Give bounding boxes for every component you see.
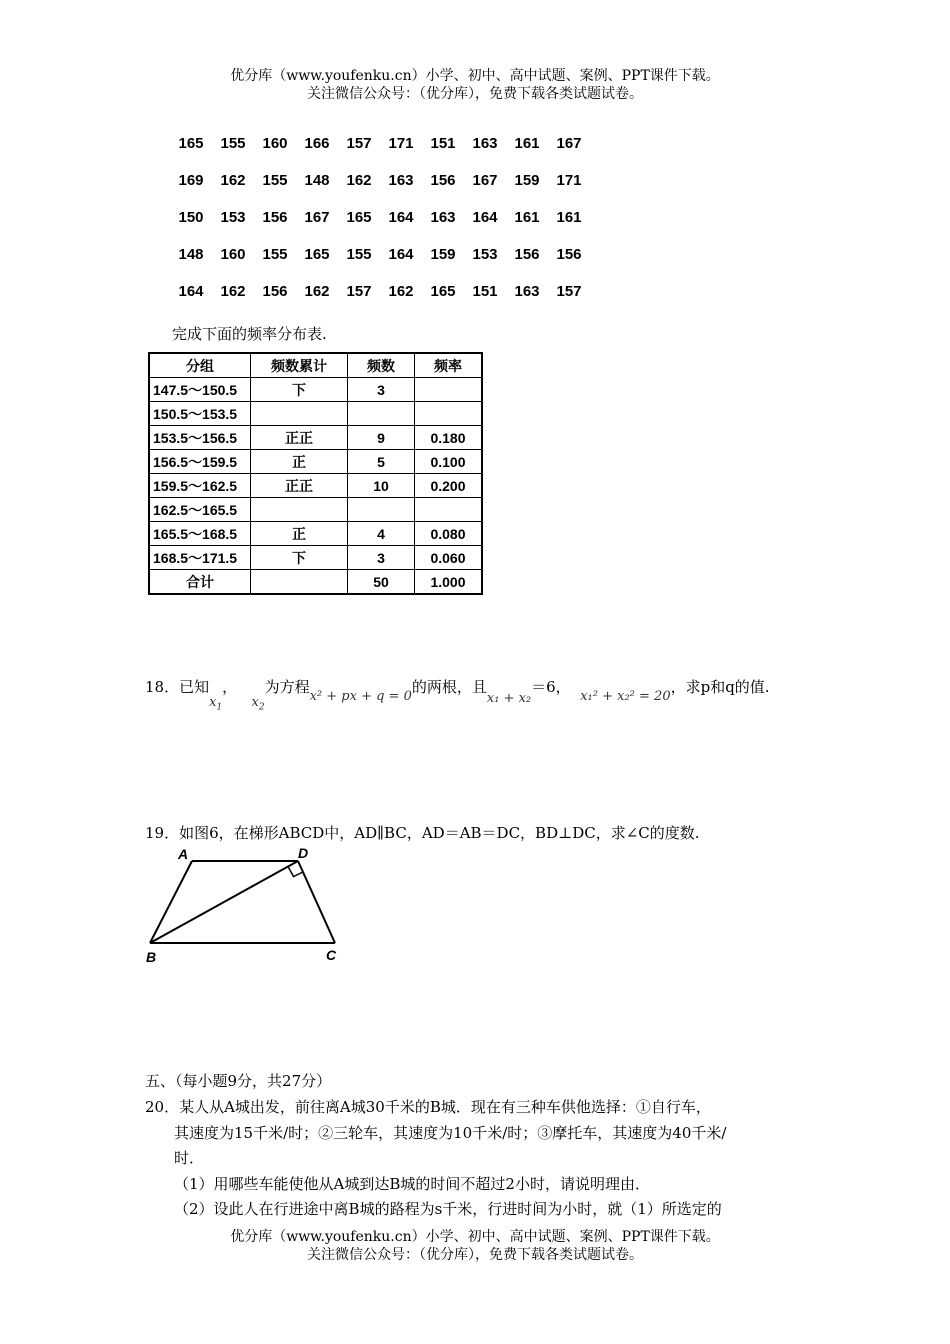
cell-frequency: 0.200 bbox=[415, 474, 483, 498]
table-row bbox=[149, 474, 482, 498]
data-cell: 162 bbox=[346, 172, 372, 189]
data-cell: 167 bbox=[304, 209, 330, 226]
data-cell: 156 bbox=[556, 246, 582, 263]
cell-count: 3 bbox=[348, 546, 415, 570]
table-row bbox=[149, 378, 482, 402]
header-frequency: 频率 bbox=[415, 353, 483, 378]
cell-frequency bbox=[415, 378, 483, 402]
data-cell: 161 bbox=[514, 135, 540, 152]
q20-line-1: 20．某人从A城出发，前往离A城30千米的B城．现在有三种车供他选择：①自行车， bbox=[145, 1098, 711, 1116]
data-cell: 164 bbox=[388, 246, 414, 263]
data-cell: 155 bbox=[346, 246, 372, 263]
cell-count: 5 bbox=[348, 450, 415, 474]
data-cell: 157 bbox=[346, 135, 372, 152]
cell-group: 150.5～153.5 bbox=[149, 402, 251, 426]
q20-line-2: 其速度为15千米/时；②三轮车，其速度为10千米/时；③摩托车，其速度为40千米/ bbox=[174, 1124, 727, 1142]
label-b: B bbox=[146, 949, 157, 965]
cell-group: 165.5～168.5 bbox=[149, 522, 251, 546]
cell-group: 147.5～150.5 bbox=[149, 378, 251, 402]
data-cell: 148 bbox=[304, 172, 330, 189]
data-cell: 164 bbox=[388, 209, 414, 226]
data-cell: 160 bbox=[220, 246, 246, 263]
data-cell: 153 bbox=[472, 246, 498, 263]
cell-frequency bbox=[415, 498, 483, 522]
data-cell: 163 bbox=[472, 135, 498, 152]
data-row bbox=[170, 236, 590, 273]
data-cell: 163 bbox=[388, 172, 414, 189]
data-cell: 167 bbox=[472, 172, 498, 189]
cell-total-label: 合计 bbox=[149, 570, 251, 595]
header-group: 分组 bbox=[149, 353, 251, 378]
q18-x2: $x_2$ bbox=[251, 695, 265, 713]
frequency-table bbox=[148, 352, 483, 595]
table-row bbox=[149, 402, 482, 426]
cell-frequency: 0.080 bbox=[415, 522, 483, 546]
data-cell: 155 bbox=[220, 135, 246, 152]
cell-count: 50 bbox=[348, 570, 415, 595]
data-cell: 165 bbox=[346, 209, 372, 226]
data-row bbox=[170, 273, 590, 310]
data-row bbox=[170, 125, 590, 162]
cell-tally: 正 bbox=[251, 450, 348, 474]
data-cell: 165 bbox=[304, 246, 330, 263]
cell-count: 4 bbox=[348, 522, 415, 546]
cell-frequency: 0.060 bbox=[415, 546, 483, 570]
cell-group: 156.5～159.5 bbox=[149, 450, 251, 474]
data-cell: 164 bbox=[472, 209, 498, 226]
cell-tally bbox=[251, 498, 348, 522]
question-19: 19．如图6，在梯形ABCD中，AD∥BC，AD＝AB＝DC，BD⊥DC，求∠C的度数. bbox=[145, 824, 700, 842]
cell-count: 3 bbox=[348, 378, 415, 402]
segment-bd bbox=[150, 861, 298, 943]
data-cell: 159 bbox=[514, 172, 540, 189]
question-18 bbox=[145, 674, 770, 713]
cell-count: 9 bbox=[348, 426, 415, 450]
cell-group: 168.5～171.5 bbox=[149, 546, 251, 570]
header-line-1: 优分库（www.youfenku.cn）小学、初中、高中试题、案例、PPT课件下载。 bbox=[230, 68, 720, 84]
cell-tally bbox=[251, 402, 348, 426]
data-cell: 163 bbox=[514, 283, 540, 300]
data-cell: 157 bbox=[346, 283, 372, 300]
header-line-2: 关注微信公众号：（优分库），免费下载各类试题试卷。 bbox=[307, 86, 643, 102]
cell-count bbox=[348, 402, 415, 426]
q20-part-1: （1）用哪些车能使他从A城到达B城的时间不超过2小时，请说明理由． bbox=[174, 1175, 650, 1193]
label-a: A bbox=[178, 846, 189, 862]
cell-frequency bbox=[415, 402, 483, 426]
q18-equation: x² + px + q = 0 bbox=[309, 689, 412, 704]
cell-tally: 正 bbox=[251, 522, 348, 546]
data-cell: 169 bbox=[178, 172, 204, 189]
data-cell: 164 bbox=[178, 283, 204, 300]
header-count: 频数 bbox=[348, 353, 415, 378]
data-cell: 156 bbox=[430, 172, 456, 189]
data-cell: 166 bbox=[304, 135, 330, 152]
cell-tally: 下 bbox=[251, 378, 348, 402]
q18-prefix: 18．已知 bbox=[145, 678, 210, 696]
footer-line-1: 优分库（www.youfenku.cn）小学、初中、高中试题、案例、PPT课件下载。 bbox=[230, 1229, 720, 1245]
data-cell: 167 bbox=[556, 135, 582, 152]
data-cell: 155 bbox=[262, 172, 288, 189]
data-cell: 160 bbox=[262, 135, 288, 152]
data-cell: 171 bbox=[556, 172, 582, 189]
label-c: C bbox=[326, 947, 337, 963]
data-cell: 162 bbox=[304, 283, 330, 300]
q20-part-2: （2）设此人在行进途中离B城的路程为s千米，行进时间为小时，就（1）所选定的 bbox=[174, 1200, 722, 1218]
data-cell: 161 bbox=[556, 209, 582, 226]
cell-count: 10 bbox=[348, 474, 415, 498]
data-cell: 151 bbox=[430, 135, 456, 152]
table-intro: 完成下面的频率分布表. bbox=[172, 325, 327, 343]
q18-x1: $x_1$ bbox=[209, 695, 223, 713]
data-cell: 156 bbox=[514, 246, 540, 263]
cell-frequency: 0.100 bbox=[415, 450, 483, 474]
data-row bbox=[170, 162, 590, 199]
data-cell: 151 bbox=[472, 283, 498, 300]
data-cell: 171 bbox=[388, 135, 414, 152]
cell-tally: 正正 bbox=[251, 426, 348, 450]
data-row bbox=[170, 199, 590, 236]
cell-tally: 下 bbox=[251, 546, 348, 570]
table-row bbox=[149, 498, 482, 522]
header-tally: 频数累计 bbox=[251, 353, 348, 378]
data-cell: 165 bbox=[178, 135, 204, 152]
section-heading: 五、（每小题9分，共27分） bbox=[145, 1072, 332, 1090]
table-row bbox=[149, 522, 482, 546]
q20-line-3: 时． bbox=[174, 1149, 205, 1167]
data-cell: 162 bbox=[388, 283, 414, 300]
cell-tally bbox=[251, 570, 348, 595]
data-cell: 156 bbox=[262, 283, 288, 300]
height-data-grid bbox=[170, 125, 590, 310]
data-cell: 162 bbox=[220, 172, 246, 189]
data-cell: 148 bbox=[178, 246, 204, 263]
trapezoid-figure bbox=[140, 845, 360, 970]
data-cell: 155 bbox=[262, 246, 288, 263]
q18-sum: x₁ + x₂ bbox=[486, 691, 532, 706]
cell-group: 162.5～165.5 bbox=[149, 498, 251, 522]
q18-end: ，求p和q的值. bbox=[670, 678, 770, 696]
label-d: D bbox=[298, 845, 309, 861]
cell-group: 153.5～156.5 bbox=[149, 426, 251, 450]
table-row bbox=[149, 450, 482, 474]
footer-line-2: 关注微信公众号：（优分库），免费下载各类试题试卷。 bbox=[307, 1247, 643, 1263]
data-cell: 153 bbox=[220, 209, 246, 226]
data-cell: 161 bbox=[514, 209, 540, 226]
page-footer bbox=[0, 1228, 950, 1264]
page-header bbox=[0, 67, 950, 103]
q18-sep: ， bbox=[222, 678, 238, 696]
q18-square-sum: x₁² + x₂² = 20 bbox=[580, 689, 671, 704]
table-total-row bbox=[149, 570, 482, 595]
data-cell: 156 bbox=[262, 209, 288, 226]
cell-tally: 正正 bbox=[251, 474, 348, 498]
cell-group: 159.5～162.5 bbox=[149, 474, 251, 498]
cell-frequency: 1.000 bbox=[415, 570, 483, 595]
data-cell: 159 bbox=[430, 246, 456, 263]
cell-count bbox=[348, 498, 415, 522]
data-cell: 163 bbox=[430, 209, 456, 226]
data-cell: 150 bbox=[178, 209, 204, 226]
data-cell: 162 bbox=[220, 283, 246, 300]
q18-mid: 为方程 bbox=[264, 678, 310, 696]
segment-dc bbox=[298, 861, 335, 943]
q18-eq6: ＝6， bbox=[531, 678, 571, 696]
data-cell: 157 bbox=[556, 283, 582, 300]
table-header-row bbox=[149, 353, 482, 378]
table-row bbox=[149, 426, 482, 450]
q18-mid2: 的两根，且 bbox=[411, 678, 487, 696]
table-row bbox=[149, 546, 482, 570]
data-cell: 165 bbox=[430, 283, 456, 300]
cell-frequency: 0.180 bbox=[415, 426, 483, 450]
